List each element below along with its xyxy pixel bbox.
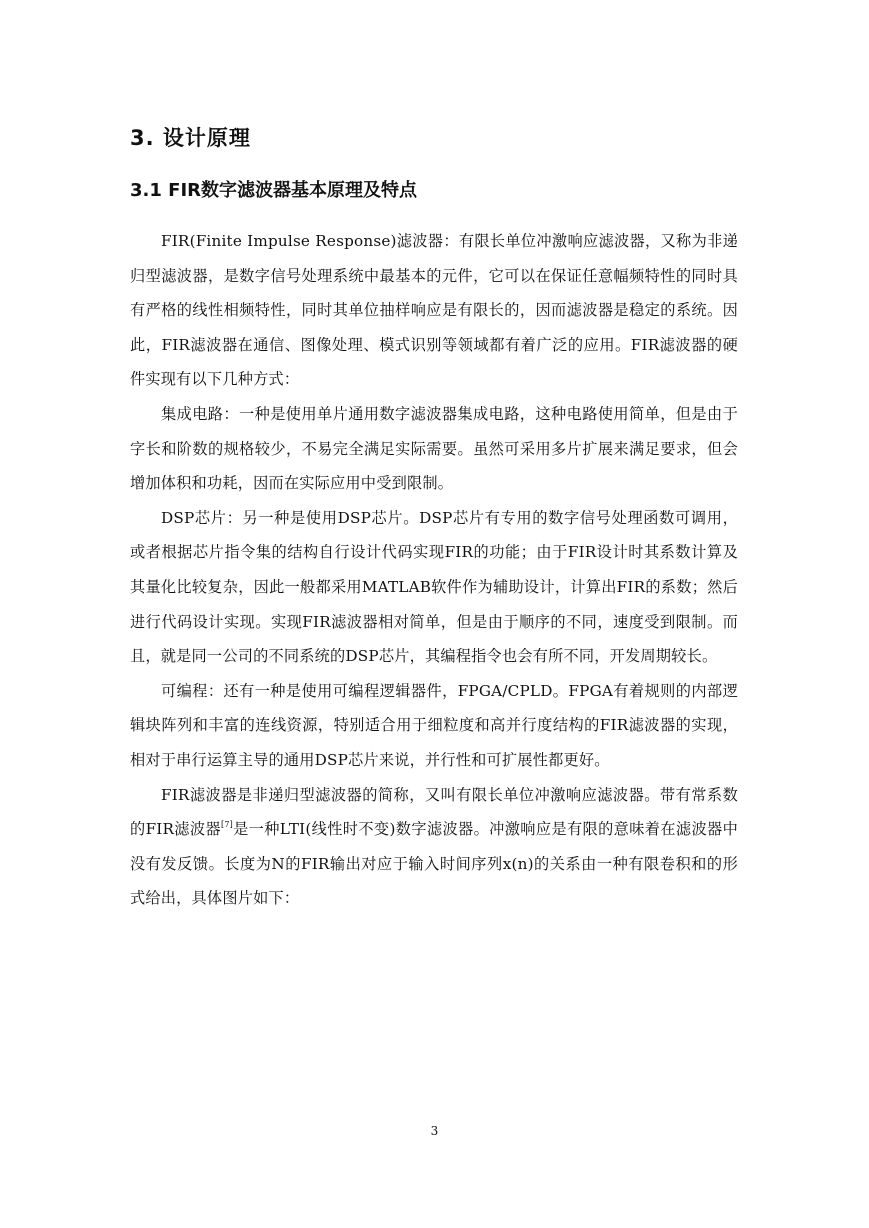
citation-reference: [7] <box>221 820 233 830</box>
paragraph-integrated-circuit: 集成电路：一种是使用单片通用数字滤波器集成电路，这种电路使用简单，但是由于字长和阶数的规格较少，不易完全满足实际需要。虽然可采用多片扩展来满足要求，但会增加体积和功耗，因而在实际应用中受到限制。 <box>130 404 738 493</box>
body-text <box>130 224 738 916</box>
paragraph-programmable: 可编程：还有一种是使用可编程逻辑器件，FPGA/CPLD。FPGA有着规则的内部逻辑块阵列和丰富的连线资源，特别适合用于细粒度和高并行度结构的FIR滤波器的实现，相对于串行运算主导的通用DSP芯片来说，并行性和可扩展性都更好。 <box>130 681 738 769</box>
subsection-heading: 3.1 FIR数字滤波器基本原理及特点 <box>130 180 418 201</box>
paragraph-text: 是一种LTI(线性时不变)数字滤波器。冲激响应是有限的意味着在滤波器中没有发反馈。长度为N的FIR输出对应于输入时间序列x(n)的关系由一种有限卷积和的形式给出，具体图片如下： <box>130 820 738 908</box>
paragraph-text: FIR滤波器是非递归型滤波器的简称，又叫有限长单位冲激响应滤波器。带有常系数的FIR滤波器 <box>130 785 738 839</box>
page-number: 3 <box>430 1124 439 1138</box>
paragraph-fir-intro: FIR(Finite Impulse Response)滤波器：有限长单位冲激响应滤波器，又称为非递归型滤波器，是数字信号处理系统中最基本的元件，它可以在保证任意幅频特性的同时具有严格的线性相频特性，同时其单位抽样响应是有限长的，因而滤波器是稳定的系统。因此，FIR滤波器在通信、图像处理、模式识别等领域都有着广泛的应用。FIR滤波器的硬件实现有以下几种方式： <box>130 232 738 389</box>
section-heading: 3. 设计原理 <box>130 126 251 150</box>
paragraph-fir-definition <box>130 778 738 916</box>
paragraph-dsp-chip: DSP芯片：另一种是使用DSP芯片。DSP芯片有专用的数字信号处理函数可调用，或者根据芯片指令集的结构自行设计代码实现FIR的功能；由于FIR设计时其系数计算及其量化比较复杂，因此一般都采用MATLAB软件作为辅助设计，计算出FIR的系数；然后进行代码设计实现。实现FIR滤波器相对简单，但是由于顺序的不同，速度受到限制。而且，就是同一公司的不同系统的DSP芯片，其编程指令也会有所不同，开发周期较长。 <box>130 508 738 666</box>
